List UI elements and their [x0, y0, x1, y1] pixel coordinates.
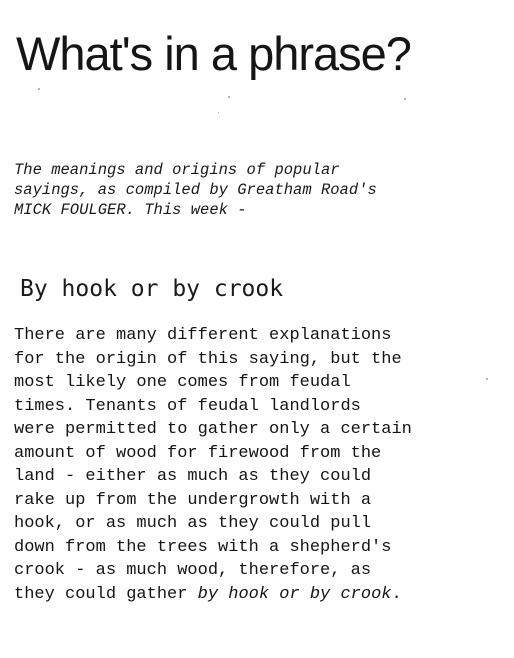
scan-speck	[486, 378, 488, 380]
body-line: most likely one comes from feudal	[14, 373, 351, 392]
body-last-line	[14, 583, 509, 607]
body-last-line-start: they could gather	[14, 584, 198, 604]
intro-line: sayings, as compiled by Greatham Road's	[14, 181, 377, 199]
body-last-line-end: .	[391, 584, 402, 604]
article-body	[14, 324, 509, 606]
body-line: were permitted to gather only a certain	[14, 420, 412, 439]
scan-speck	[228, 96, 230, 98]
body-line: amount of wood for firewood from the	[14, 443, 382, 463]
body-line: crook - as much wood, therefore, as	[14, 561, 372, 580]
body-line: rake up from the undergrowth with a	[14, 490, 372, 510]
body-line: times. Tenants of feudal landlords	[14, 396, 361, 416]
body-line: down from the trees with a shepherd's	[14, 537, 392, 557]
body-line: for the origin of this saying, but the	[14, 349, 402, 369]
scan-speck	[38, 88, 40, 90]
intro-line: MICK FOULGER. This week -	[14, 201, 247, 219]
body-line: hook, or as much as they could pull	[14, 514, 372, 533]
phrase-heading: By hook or by crook	[20, 276, 284, 302]
body-line: There are many different explanations	[14, 326, 392, 345]
article-intro	[14, 160, 504, 220]
scan-speck	[404, 98, 406, 100]
scan-speck	[218, 112, 219, 113]
phrase-emphasis: by hook or by crook	[197, 584, 392, 604]
intro-line: The meanings and origins of popular	[14, 161, 340, 179]
body-line: land - either as much as they could	[14, 467, 372, 486]
article-title: What's in a phrase?	[16, 27, 411, 80]
